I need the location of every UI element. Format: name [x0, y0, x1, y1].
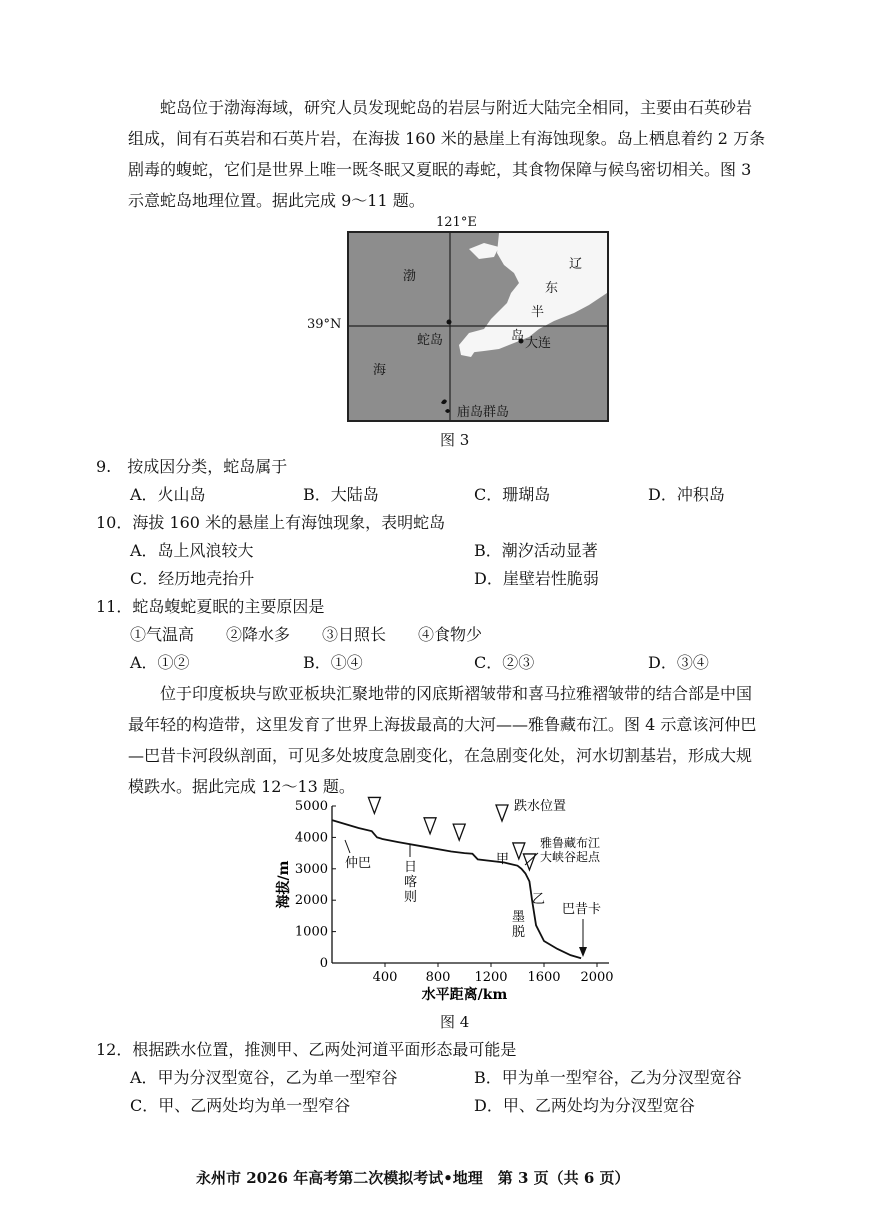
- q11-stem: 11．蛇岛蝮蛇夏眠的主要原因是: [96, 597, 325, 616]
- q12-option-c[interactable]: C．甲、乙两处均为单一型窄谷: [130, 1096, 351, 1115]
- passage-1-line-4: 示意蛇岛地理位置。据此完成 9～11 题。: [128, 191, 425, 210]
- label-hai: 海: [373, 363, 387, 378]
- label-rikaze: 则: [404, 890, 418, 905]
- x-tick-label: 1200: [474, 970, 508, 985]
- label-rikaze: 喀: [404, 875, 418, 890]
- figure-4: [270, 795, 630, 1005]
- label-zhongba: 仲巴: [345, 856, 372, 871]
- chart-waterfalls: [368, 797, 535, 870]
- passage-1-line-3: 剧毒的蝮蛇，它们是世界上唯一既冬眠又夏眠的毒蛇，其食物保障与候鸟密切相关。图 3: [128, 160, 752, 179]
- label-liao: 辽: [569, 257, 583, 272]
- map-frame: [347, 231, 609, 422]
- label-dong: 东: [545, 281, 559, 296]
- page-footer: 永州市 2026 年高考第二次模拟考试•地理 第 3 页（共 6 页）: [196, 1169, 630, 1187]
- waterfall-marker: [523, 854, 535, 870]
- map-latitude-label: 39°N: [307, 317, 342, 332]
- y-tick-label: 4000: [294, 830, 328, 846]
- label-ban: 半: [531, 305, 545, 320]
- label-shedao: 蛇岛: [417, 333, 444, 348]
- x-tick-label: 1600: [527, 970, 561, 985]
- q11-items: ①气温高 ②降水多 ③日照长 ④食物少: [130, 625, 483, 644]
- label-baxika: 巴昔卡: [562, 902, 602, 917]
- passage-2-line-2: 最年轻的构造带，这里发育了世界上海拔最高的大河——雅鲁藏布江。图 4 示意该河仲巴: [128, 715, 757, 734]
- passage-2-line-3: —巴昔卡河段纵剖面，可见多处坡度急剧变化，在急剧变化处，河水切割基岩，形成大规: [128, 746, 753, 765]
- legend-label: 跌水位置: [514, 799, 567, 814]
- label-miaodao: 庙岛群岛: [457, 405, 510, 420]
- q11-option-a[interactable]: A．①②: [130, 653, 190, 672]
- q9-option-b[interactable]: B．大陆岛: [303, 485, 379, 504]
- q10-option-c[interactable]: C．经历地壳抬升: [130, 569, 255, 588]
- q9-option-d[interactable]: D．冲积岛: [648, 485, 725, 504]
- q10-stem: 10．海拔 160 米的悬崖上有海蚀现象，表明蛇岛: [96, 513, 446, 532]
- q12-option-b[interactable]: B．甲为单一型窄谷，乙为分汊型宽谷: [474, 1068, 742, 1087]
- label-canyon-start-2: 大峡谷起点: [540, 850, 601, 864]
- x-tick-label: 400: [372, 970, 398, 985]
- profile-chart: [270, 795, 630, 1005]
- label-bo: 渤: [403, 269, 417, 284]
- x-tick-label: 2000: [580, 970, 614, 985]
- passage-2: [128, 678, 768, 802]
- q10-option-b[interactable]: B．潮汐活动显著: [474, 541, 598, 560]
- q9-option-a[interactable]: A．火山岛: [130, 485, 206, 504]
- waterfall-marker: [368, 797, 380, 813]
- q12-option-d[interactable]: D．甲、乙两处均为分汊型宽谷: [474, 1096, 695, 1115]
- label-dalian: 大连: [525, 336, 552, 351]
- y-tick-label: 5000: [294, 799, 328, 814]
- y-tick-label: 3000: [294, 861, 328, 877]
- figure-4-caption: 图 4: [440, 1013, 470, 1031]
- x-axis-label: 水平距离/km: [421, 987, 508, 1003]
- waterfall-marker: [513, 843, 525, 859]
- y-tick-label: 0: [319, 956, 328, 971]
- shedao-dot: [447, 320, 452, 325]
- baxika-arrowhead: [579, 947, 587, 957]
- passage-1-line-2: 组成，间有石英岩和石英片岩，在海拔 160 米的悬崖上有海蚀现象。岛上栖息着约 2 万条: [128, 129, 766, 148]
- y-tick-label: 2000: [294, 893, 328, 909]
- label-rikaze: 日: [404, 860, 418, 875]
- x-tick-label: 800: [425, 970, 451, 985]
- q11-option-d[interactable]: D．③④: [648, 653, 709, 672]
- y-axis-label: 海拔/m: [276, 860, 292, 909]
- label-motuo: 脱: [512, 925, 526, 940]
- passage-2-line-1: 位于印度板块与欧亚板块汇聚地带的冈底斯褶皱带和喜马拉雅褶皱带的结合部是中国: [160, 684, 753, 703]
- zhongba-leader: [345, 840, 350, 853]
- q9-stem: 9. 按成因分类，蛇岛属于: [96, 457, 288, 476]
- y-tick-label: 1000: [294, 924, 328, 940]
- passage-2-line-4: 模跌水。据此完成 12～13 题。: [128, 777, 355, 796]
- chart-labels: [345, 798, 601, 957]
- map-longitude-label: 121°E: [436, 215, 477, 230]
- label-canyon-start-1: 雅鲁藏布江: [540, 836, 601, 850]
- waterfall-marker: [453, 824, 465, 840]
- waterfall-marker: [424, 818, 436, 834]
- passage-1-line-1: 蛇岛位于渤海海域，研究人员发现蛇岛的岩层与附近大陆完全相同，主要由石英砂岩: [160, 98, 753, 117]
- q9-option-c[interactable]: C．珊瑚岛: [474, 485, 551, 504]
- q11-option-b[interactable]: B．①④: [303, 653, 363, 672]
- chart-axes: [275, 799, 614, 1003]
- label-motuo: 墨: [512, 910, 526, 925]
- q12-option-a[interactable]: A．甲为分汊型宽谷，乙为单一型窄谷: [130, 1068, 398, 1087]
- label-jia: 甲: [496, 852, 510, 867]
- q10-option-d[interactable]: D．崖壁岩性脆弱: [474, 569, 599, 588]
- q12-stem: 12．根据跌水位置，推测甲、乙两处河道平面形态最可能是: [96, 1040, 517, 1059]
- legend-waterfall-icon: [496, 805, 508, 821]
- passage-1: [128, 92, 768, 216]
- label-yi: 乙: [532, 892, 546, 907]
- label-dao: 岛: [511, 329, 525, 344]
- figure-3-caption: 图 3: [440, 431, 470, 449]
- q10-option-a[interactable]: A．岛上风浪较大: [130, 541, 254, 560]
- q11-option-c[interactable]: C．②③: [474, 653, 535, 672]
